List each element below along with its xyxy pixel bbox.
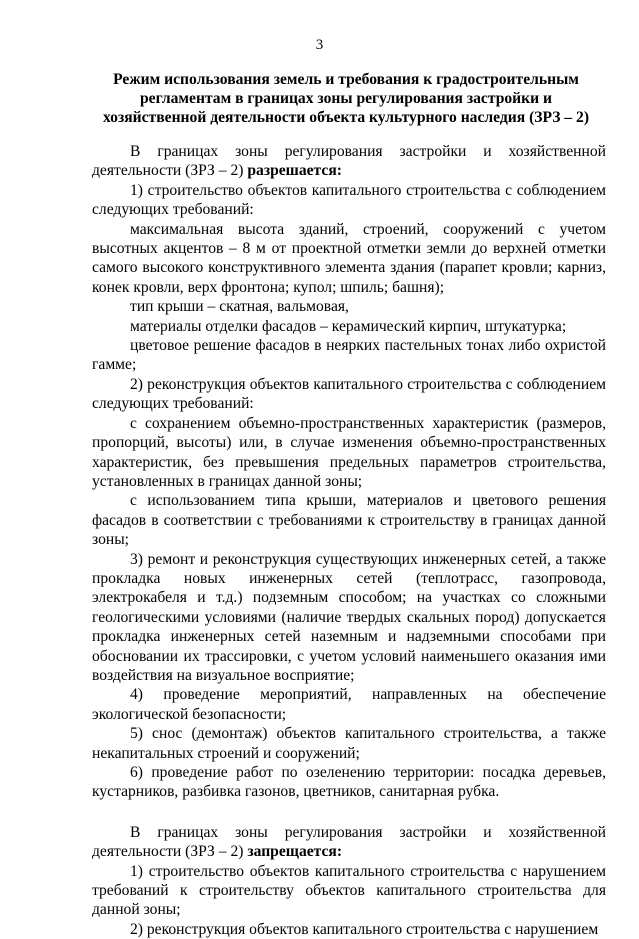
paragraph-gap [92, 802, 606, 823]
list-item: с использованием типа крыши, материалов и цветового решения фасадов в соответствии с требованиями к строительству в границах данной зоны; [92, 492, 606, 549]
forbidden-intro-bold: запрещается: [247, 843, 343, 861]
list-item: 2) реконструкция объектов капитального строительства с нарушением [130, 920, 599, 938]
list-item: 6) проведение работ по озеленению территории: посадка деревьев, кустарников, разбивка газонов, цветников, санитарная рубка. [92, 764, 606, 801]
list-item: с сохранением объемно-пространственных характеристик (размеров, пропорций, высоты) или, в случае изменения объемно-пространственных характеристик, без превышения предельных параметров строительства, установленных в границах данной зоны; [92, 414, 606, 490]
list-item: 4) проведение мероприятий, направленных на обеспечение экологической безопасности; [92, 686, 606, 723]
forbidden-intro-text: В границах зоны регулирования застройки и хозяйственной деятельности (ЗРЗ – 2) [92, 823, 606, 861]
list-item: 5) снос (демонтаж) объектов капитального строительства, а также некапитальных строений и сооружений; [92, 725, 606, 762]
list-item: 2) реконструкция объектов капитального строительства с соблюдением следующих требований: [92, 375, 606, 413]
document-body [92, 142, 606, 939]
list-item: цветовое решение фасадов в неярких пастельных тонах либо охристой гамме; [92, 337, 606, 374]
list-item: материалы отделки фасадов – керамический кирпич, штукатурка; [130, 317, 567, 335]
list-item: тип крыши – скатная, вальмовая, [130, 298, 349, 316]
allowed-intro-text: В границах зоны регулирования застройки и хозяйственной деятельности (ЗРЗ – 2) [92, 143, 606, 180]
list-item: максимальная высота зданий, строений, сооружений с учетом высотных акцентов – 8 м от проектной отметки земли до верхней отметки самого высокого конструктивного элемента здания (парапет кровли; карниз, конек кровли, верх фронтона; купол; шпиль; башня); [92, 220, 606, 296]
list-item: 1) строительство объектов капитального строительства с нарушением требований к строительству объектов капитального строительства для данной зоны; [92, 862, 606, 919]
section-title: Режим использования земель и требования к градостроительным регламентам в границах зоны регулирования застройки и хозяйственной деятельности объекта культурного наследия (ЗРЗ – 2) [102, 71, 590, 126]
allowed-intro-bold: разрешается: [247, 162, 342, 180]
forbidden-intro [92, 823, 606, 862]
list-item: 1) строительство объектов капитального строительства с соблюдением следующих требований: [92, 181, 606, 219]
list-item: 3) ремонт и реконструкция существующих инженерных сетей, а также прокладка новых инженерных сетей (теплотрасс, газопровода, электрокабеля и т.д.) подземным способом; на участках со сложными геологическими условиями (наличие твердых скальных пород) допускается прокладка инженерных сетей наземным и надземными способами при обосновании их трассировки, с учетом условий наименьшего оказания ими воздействия на визуальное восприятие; [92, 550, 606, 684]
page-number: 3 [315, 37, 324, 53]
allowed-intro [92, 142, 606, 181]
